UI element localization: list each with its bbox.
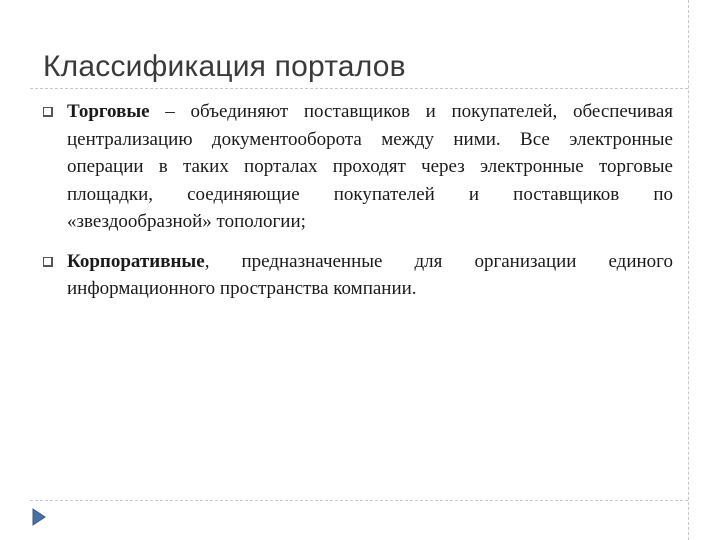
hollow-square-bullet-icon bbox=[43, 257, 53, 267]
slide-title: Классификация порталов bbox=[43, 50, 406, 83]
title-divider bbox=[30, 88, 688, 89]
footer-divider bbox=[30, 500, 688, 501]
term-trade: Торговые bbox=[67, 101, 150, 122]
list-item-trade bbox=[43, 98, 673, 236]
right-border-line bbox=[688, 0, 689, 540]
hollow-square-bullet-icon bbox=[43, 107, 53, 117]
description-corporate: , предназначенные для организации единого информационного пространства компании. bbox=[67, 250, 673, 299]
term-corporate: Корпоративные bbox=[67, 250, 205, 272]
play-arrow-icon[interactable] bbox=[32, 508, 46, 526]
description-trade: – объединяют поставщиков и покупателей, обеспечивая централизацию документооборота между ними. Все электронные операции в таких порталах проходят через электронные торговые площадки, соединяющие покупателей и поставщиков по «звездообразной» топологии; bbox=[67, 101, 673, 232]
content-list bbox=[43, 98, 673, 315]
list-item-corporate bbox=[43, 248, 673, 303]
